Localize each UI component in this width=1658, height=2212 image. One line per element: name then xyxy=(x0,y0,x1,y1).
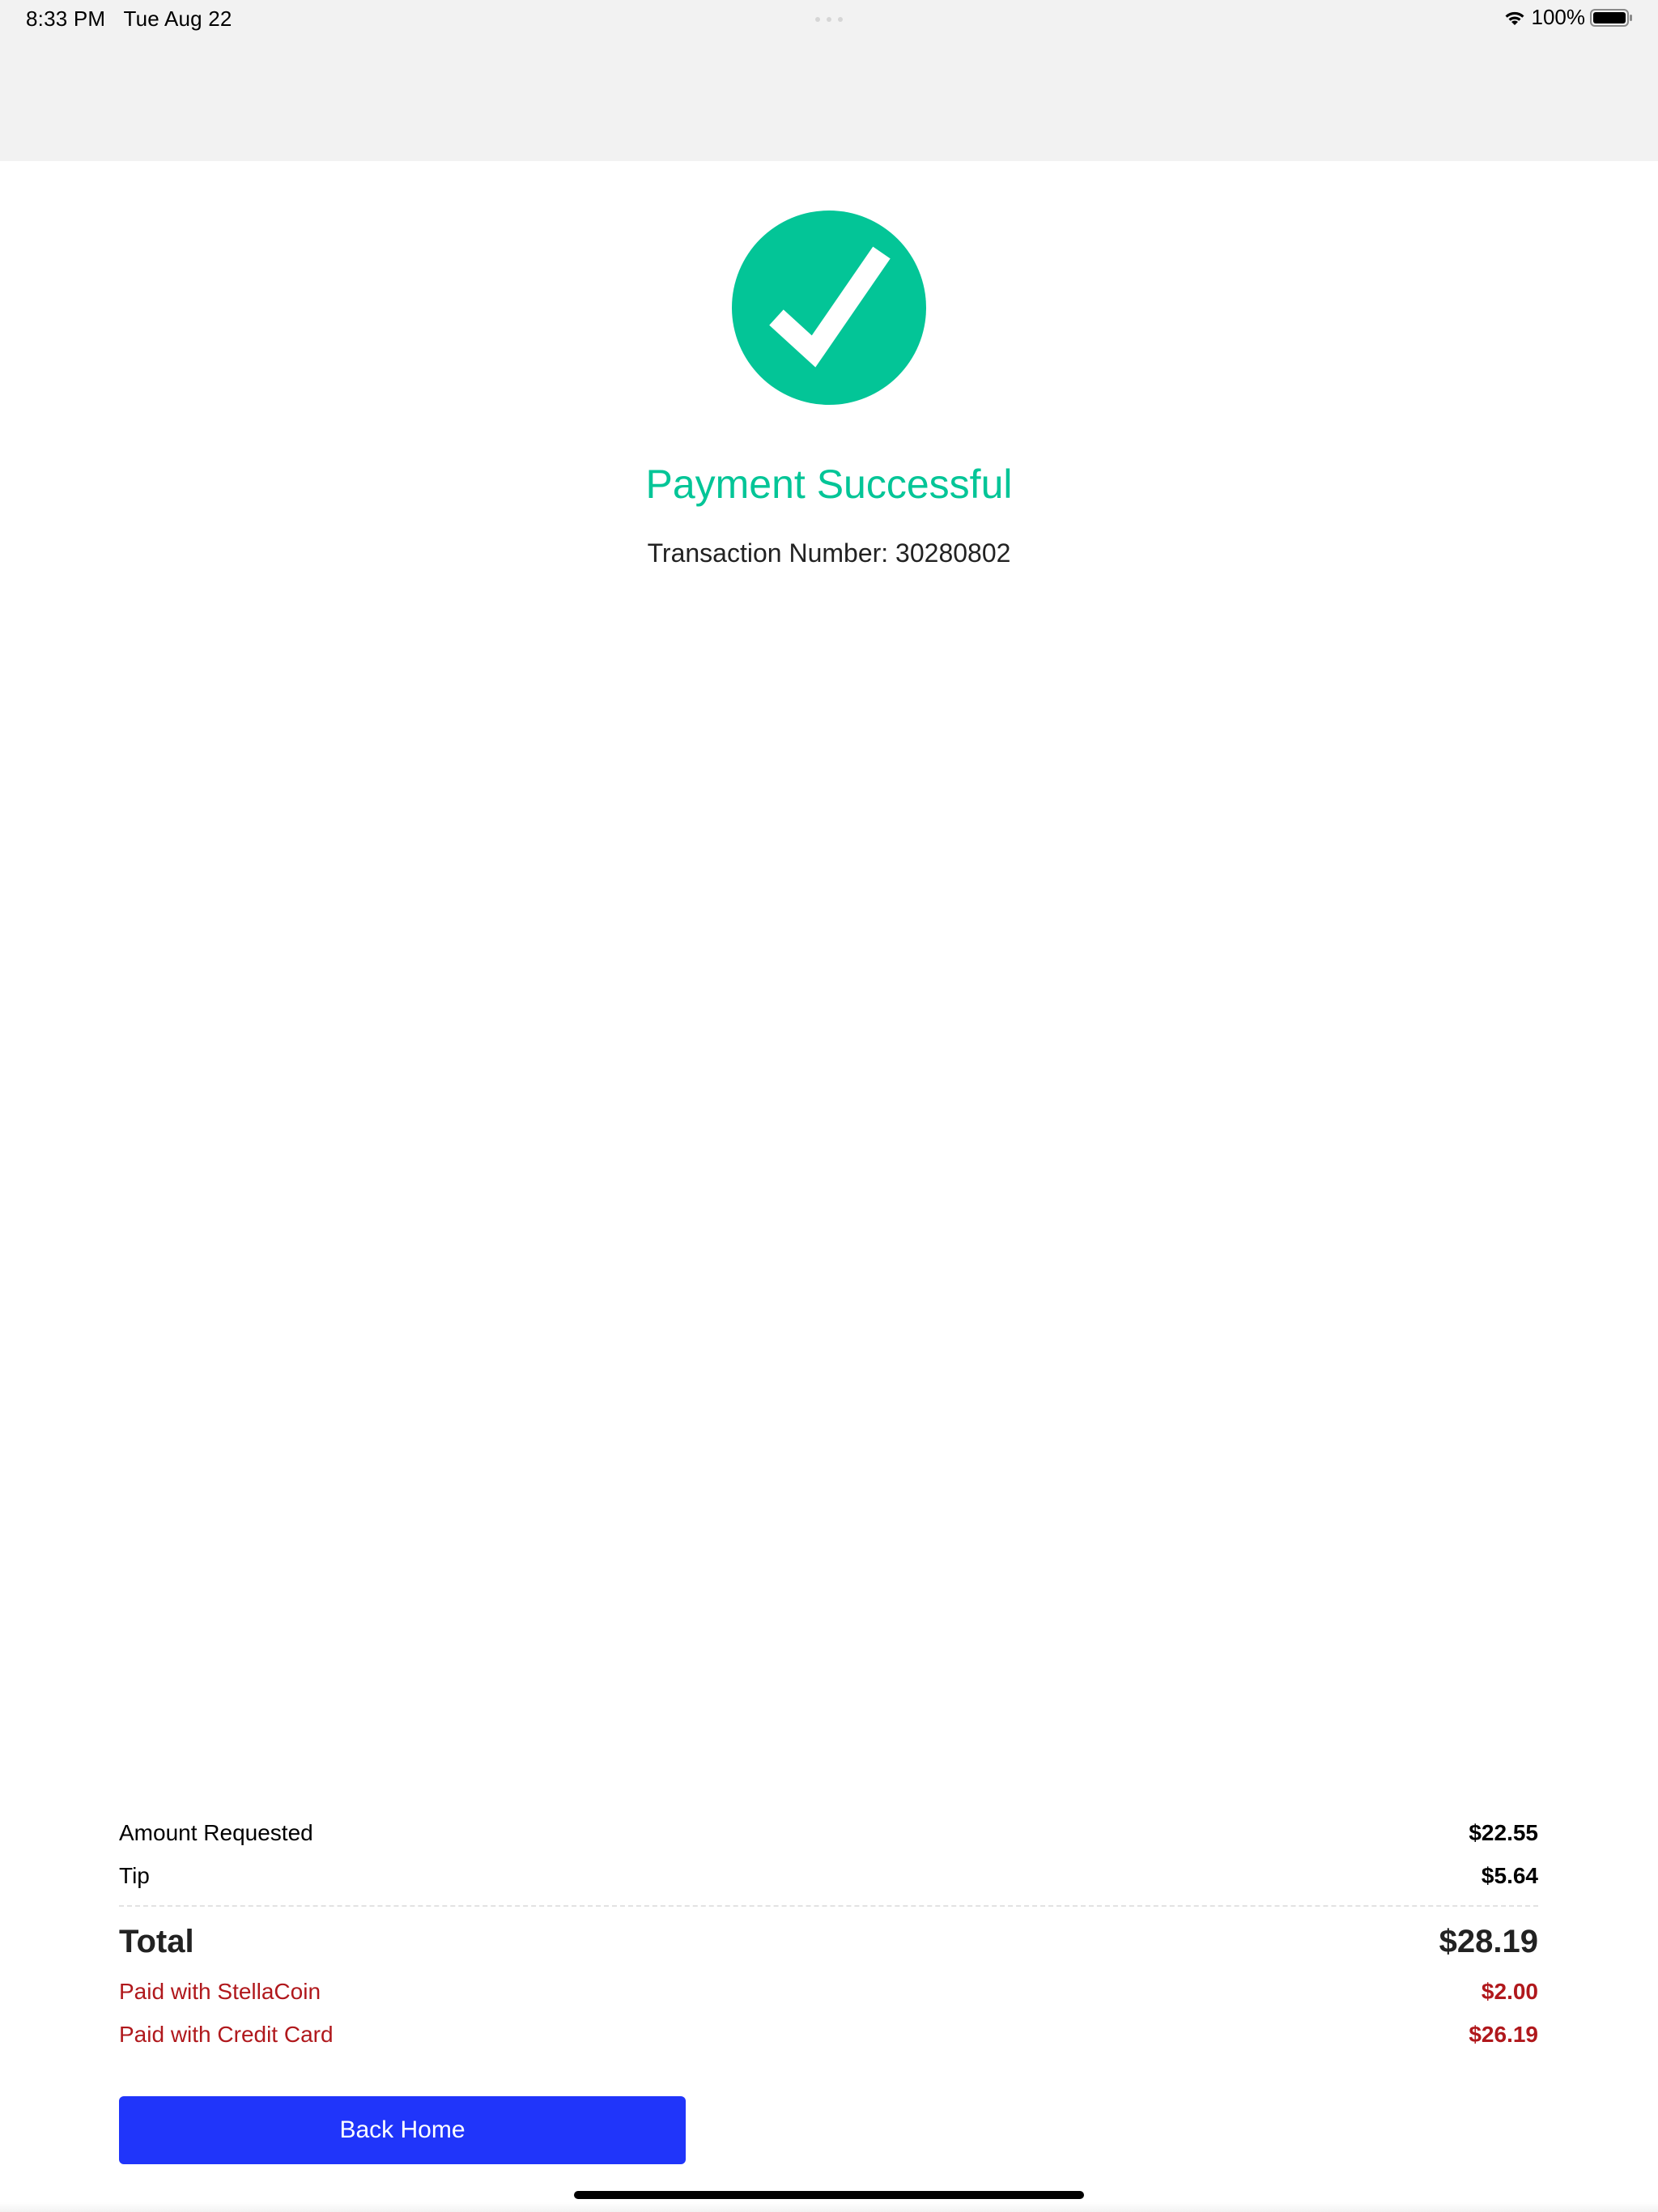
credit-card-value: $26.19 xyxy=(1469,2021,1538,2047)
amount-requested-value: $22.55 xyxy=(1469,1819,1538,1845)
total-row xyxy=(119,1913,1538,1970)
stellacoin-label: Paid with StellaCoin xyxy=(119,1978,321,2004)
back-home-button[interactable]: Back Home xyxy=(119,2096,686,2164)
multitasking-dots-icon[interactable] xyxy=(813,16,845,23)
status-clock xyxy=(26,6,232,32)
total-value: $28.19 xyxy=(1439,1923,1538,1959)
home-indicator[interactable] xyxy=(574,2191,1084,2199)
status-indicators xyxy=(1503,5,1635,30)
wifi-icon xyxy=(1503,8,1527,28)
amount-requested-row xyxy=(119,1811,1538,1854)
status-time: 8:33 PM xyxy=(26,6,106,31)
checkmark-circle-icon xyxy=(732,211,926,405)
tip-row xyxy=(119,1854,1538,1897)
transaction-number: Transaction Number: 30280802 xyxy=(647,538,1011,568)
summary-divider xyxy=(119,1905,1538,1907)
battery-percent: 100% xyxy=(1531,5,1585,29)
main-content xyxy=(0,161,1658,2212)
tip-label: Tip xyxy=(119,1862,150,1888)
stellacoin-row xyxy=(119,1970,1538,2013)
total-label: Total xyxy=(119,1923,194,1959)
stellacoin-value: $2.00 xyxy=(1481,1978,1538,2004)
payment-status-title: Payment Successful xyxy=(645,462,1013,507)
credit-card-label: Paid with Credit Card xyxy=(119,2021,334,2047)
status-date: Tue Aug 22 xyxy=(123,6,232,31)
payment-summary xyxy=(119,1811,1538,2056)
bottom-edge-shadow xyxy=(0,2202,1658,2212)
battery-icon xyxy=(1590,7,1634,28)
amount-requested-label: Amount Requested xyxy=(119,1819,313,1845)
credit-card-row xyxy=(119,2013,1538,2056)
tip-value: $5.64 xyxy=(1481,1862,1538,1888)
status-bar xyxy=(0,0,1658,161)
